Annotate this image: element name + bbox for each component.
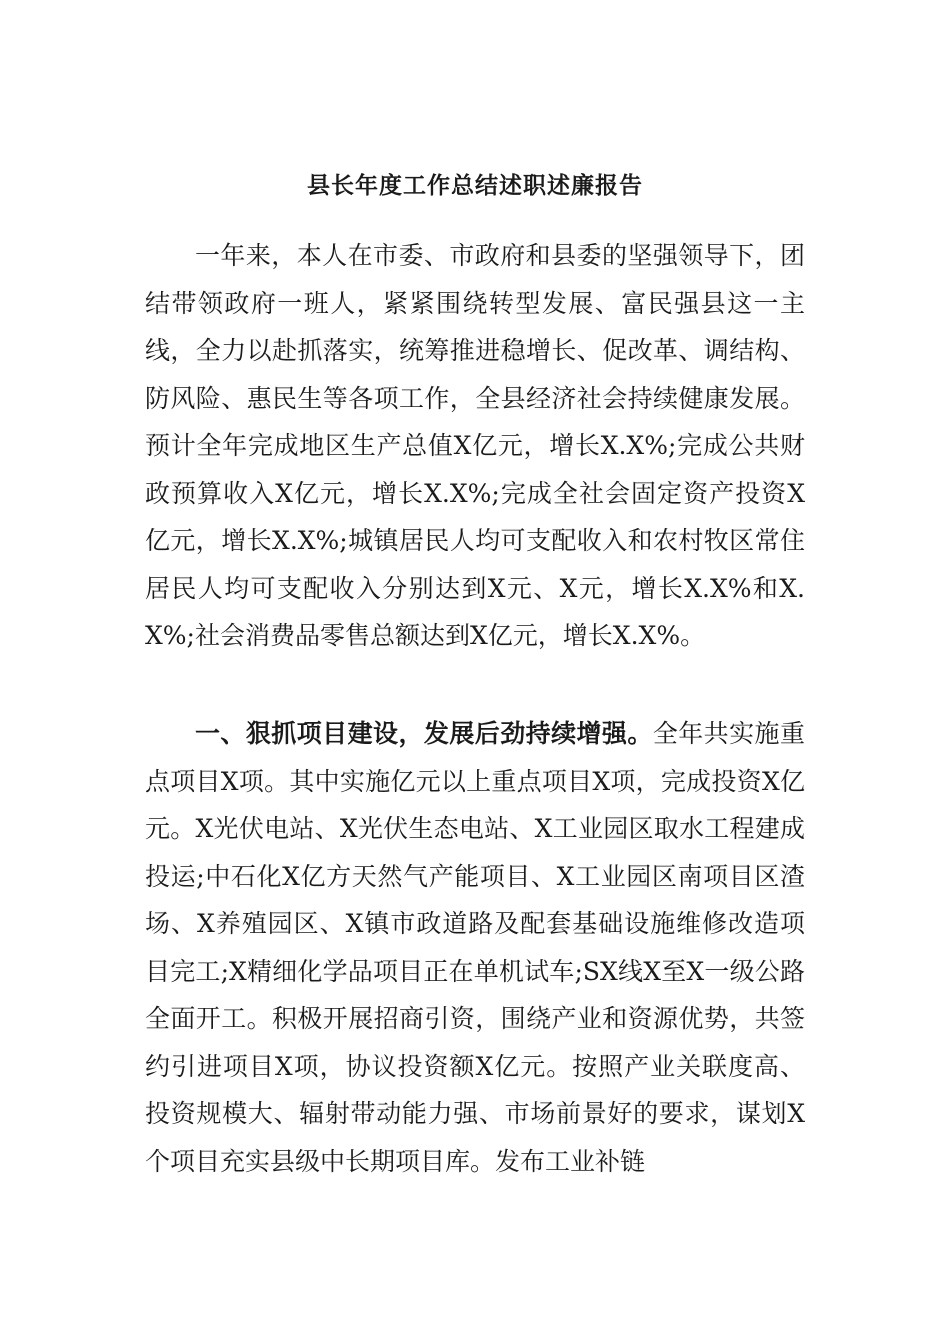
document-title: 县长年度工作总结述职述廉报告 (307, 172, 643, 199)
section-1-body: 全年共实施重点项目X项。其中实施亿元以上重点项目X项，完成投资X亿元。X光伏电站、X光伏生态电站、X工业园区取水工程建成投运;中石化X亿方天然气产能项目、X工业园区南项目区渣场、X养殖园区、X镇市政道路及配套基础设施维修改造项目完工;X精细化学品项目正在单机试车;SX线X至X一级公路全面开工。积极开展招商引资，围绕产业和资源优势，共签约引进项目X项，协议投资额X亿元。按照产业关联度高、投资规模大、辐射带动能力强、市场前景好的要求，谋划X个项目充实县级中长期项目库。发布工业补链 (145, 719, 805, 1176)
section-1-paragraph (145, 710, 805, 1185)
section-1-heading: 一、狠抓项目建设，发展后劲持续增强。 (195, 719, 653, 748)
intro-paragraph: 一年来，本人在市委、市政府和县委的坚强领导下，团结带领政府一班人，紧紧围绕转型发展、富民强县这一主线，全力以赴抓落实，统筹推进稳增长、促改革、调结构、防风险、惠民生等各项工作，全县经济社会持续健康发展。预计全年完成地区生产总值X亿元，增长X.X%;完成公共财政预算收入X亿元，增长X.X%;完成全社会固定资产投资X亿元，增长X.X%;城镇居民人均可支配收入和农村牧区常住居民人均可支配收入分别达到X元、X元，增长X.X%和X.X%;社会消费品零售总额达到X亿元，增长X.X%。 (145, 241, 805, 650)
